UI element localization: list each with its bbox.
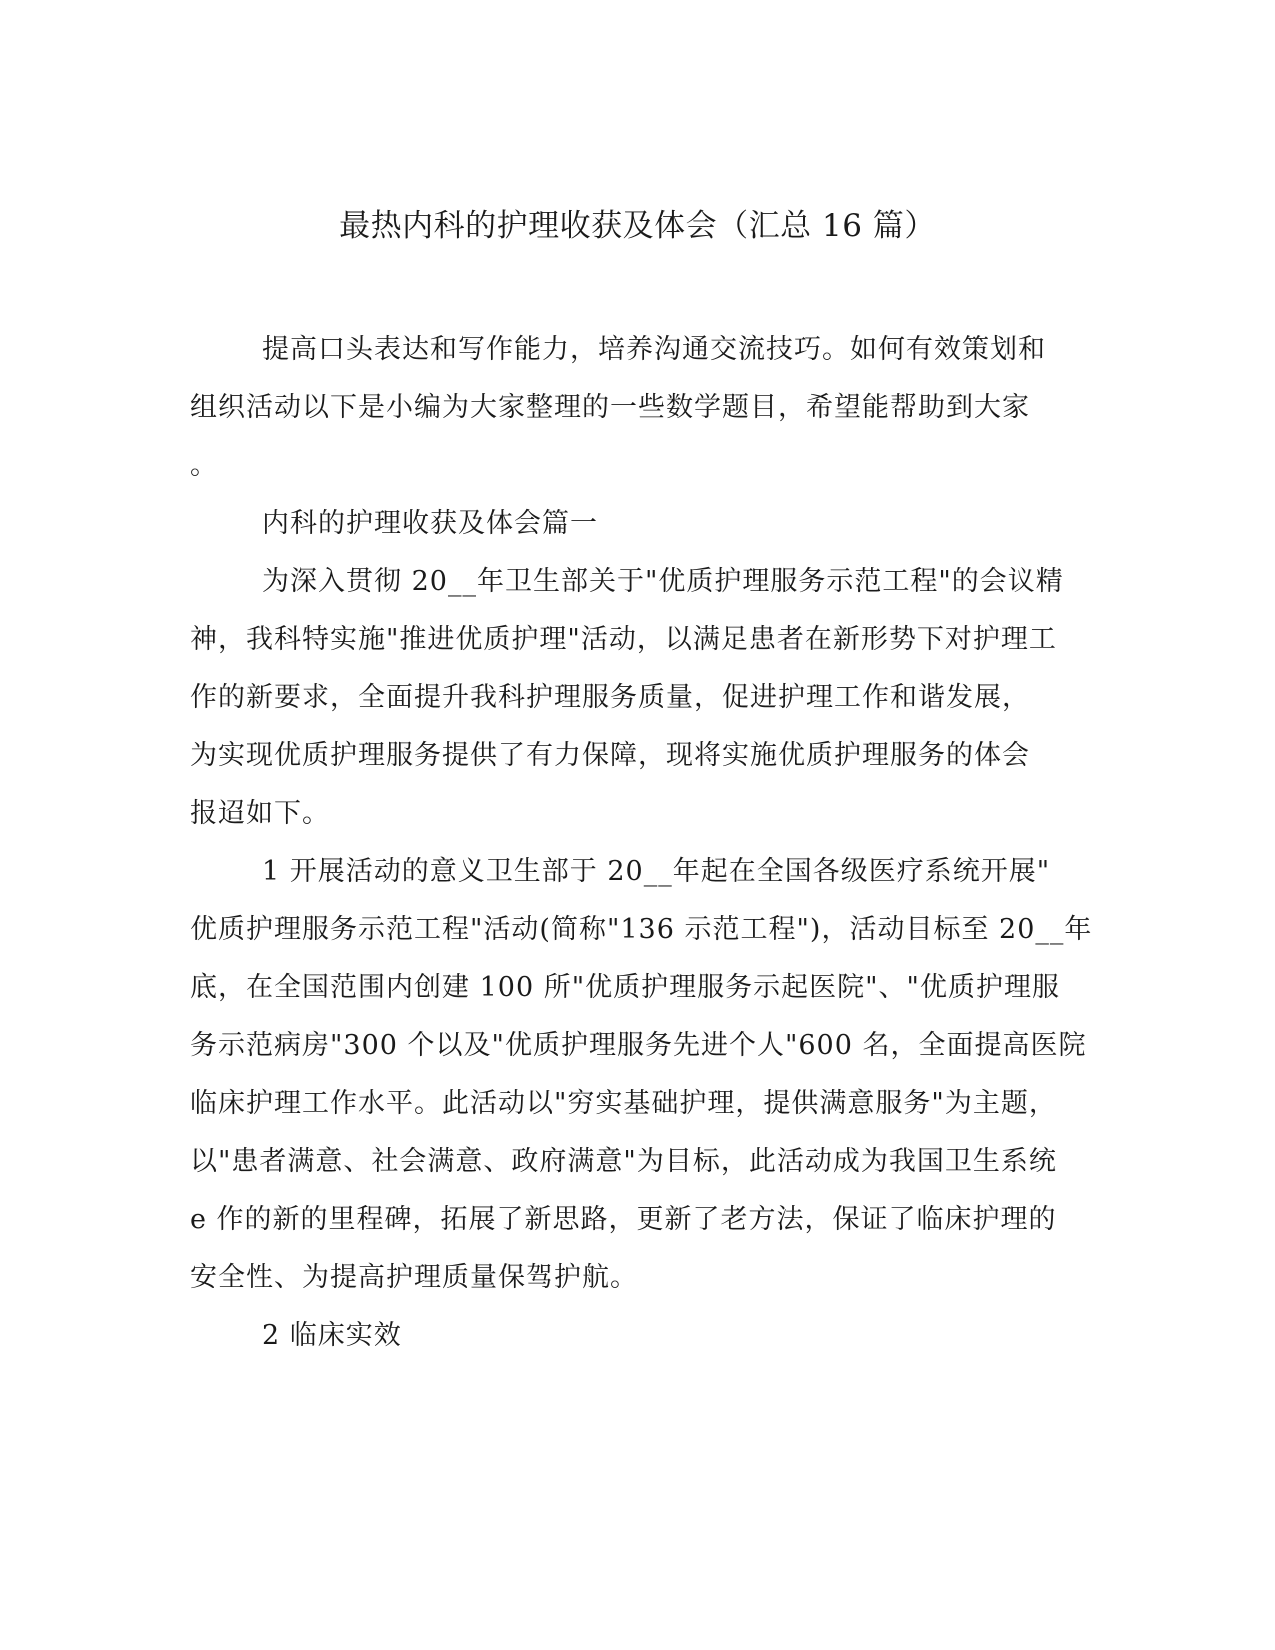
paragraph-line: 。 [190,450,218,481]
paragraph-line: 底，在全国范围内创建 100 所"优质护理服务示起医院"、"优质护理服 [190,972,1060,1003]
paragraph-line: 组织活动以下是小编为大家整理的一些数学题目，希望能帮助到大家 [190,392,1030,423]
paragraph-line: 为深入贯彻 20__年卫生部关于"优质护理服务示范工程"的会议精 [262,566,1064,597]
paragraph-line: 为实现优质护理服务提供了有力保障，现将实施优质护理服务的体会 [190,740,1030,771]
paragraph-line: 1 开展活动的意义卫生部于 20__年起在全国各级医疗系统开展" [262,856,1051,887]
paragraph-line: 报迢如下。 [190,798,330,829]
paragraph-line: 优质护理服务示范工程"活动(简称"136 示范工程")，活动目标至 20__年 [190,914,1093,945]
paragraph-line: 务示范病房"300 个以及"优质护理服务先进个人"600 名，全面提高医院 [190,1030,1087,1061]
paragraph-line: 提高口头表达和写作能力，培养沟通交流技巧。如何有效策划和 [262,334,1046,365]
paragraph-line: 神，我科特实施"推进优质护理"活动，以满足患者在新形势下对护理工 [190,624,1057,655]
paragraph-line: 作的新要求，全面提升我科护理服务质量，促进护理工作和谐发展， [190,682,1030,713]
paragraph-line: 安全性、为提高护理质量保驾护航。 [190,1262,638,1293]
paragraph-line: 以"患者满意、社会满意、政府满意"为目标，此活动成为我国卫生系统 [190,1146,1057,1177]
document-title: 最热内科的护理收获及体会（汇总 16 篇） [339,208,936,244]
section-heading: 2 临床实效 [262,1320,402,1351]
paragraph-line: 临床护理工作水平。此活动以"穷实基础护理，提供满意服务"为主题， [190,1088,1057,1119]
paragraph-line: e 作的新的里程碑，拓展了新思路，更新了老方法，保证了临床护理的 [190,1204,1057,1235]
section-heading: 内科的护理收获及体会篇一 [262,508,598,539]
